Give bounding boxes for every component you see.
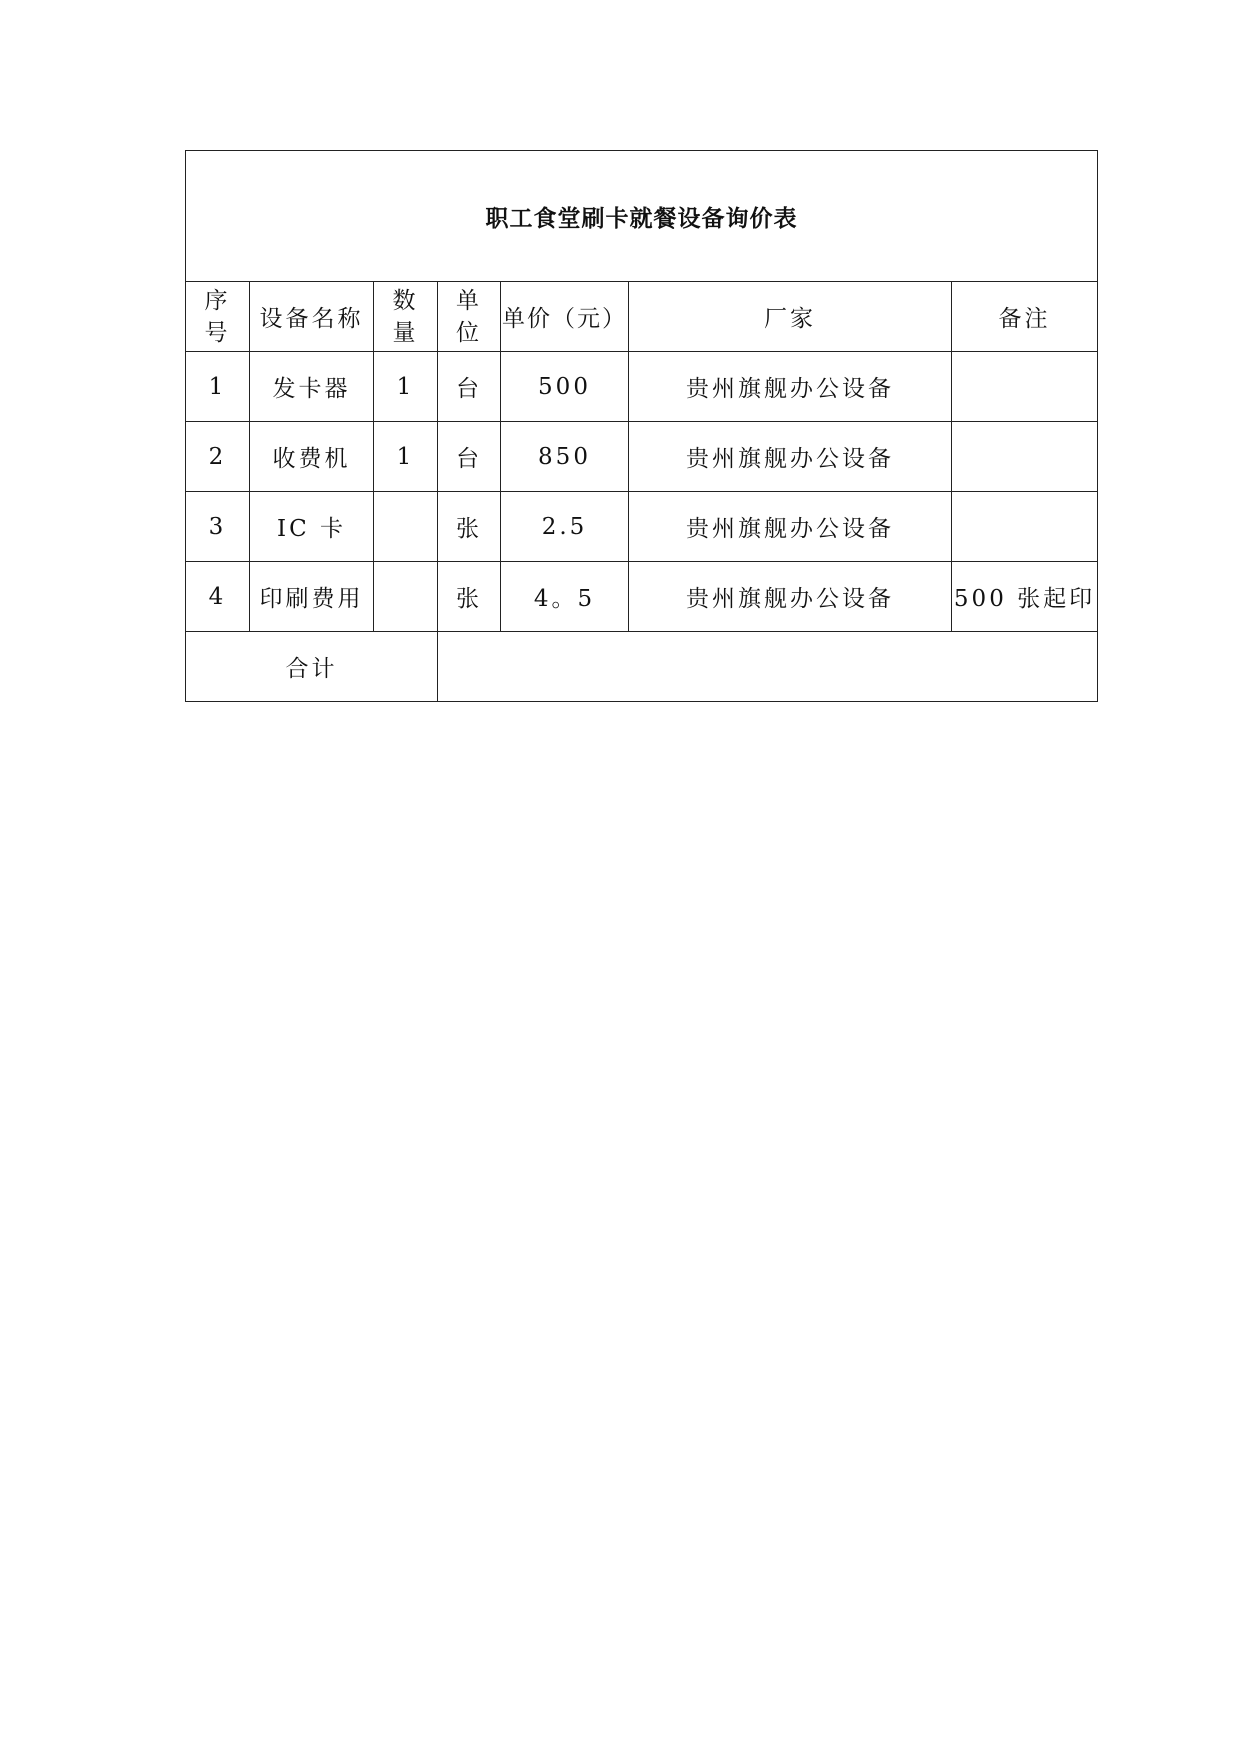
row-price: 850 xyxy=(501,422,629,492)
row-name: IC 卡 xyxy=(250,492,374,562)
row-seq: 4 xyxy=(186,562,250,632)
total-row xyxy=(186,632,1098,702)
row-price: 4。5 xyxy=(501,562,629,632)
header-name: 设备名称 xyxy=(250,282,374,352)
row-qty: 1 xyxy=(374,352,438,422)
header-unit-line2: 位 xyxy=(456,319,482,346)
header-seq-line1: 序 xyxy=(204,287,231,314)
inquiry-table xyxy=(185,150,1098,702)
row-name: 印刷费用 xyxy=(250,562,374,632)
row-unit: 台 xyxy=(438,422,501,492)
header-price: 单价（元） xyxy=(501,282,629,352)
header-qty-line2: 量 xyxy=(392,319,419,346)
total-value xyxy=(438,632,1098,702)
header-unit xyxy=(438,282,501,352)
row-vendor: 贵州旗舰办公设备 xyxy=(629,352,952,422)
row-name: 发卡器 xyxy=(250,352,374,422)
row-unit: 张 xyxy=(438,562,501,632)
row-note xyxy=(952,422,1098,492)
row-seq: 3 xyxy=(186,492,250,562)
header-unit-line1: 单 xyxy=(456,287,482,314)
row-note xyxy=(952,492,1098,562)
row-seq: 1 xyxy=(186,352,250,422)
header-seq xyxy=(186,282,250,352)
row-vendor: 贵州旗舰办公设备 xyxy=(629,492,952,562)
table-row xyxy=(186,562,1098,632)
row-qty: 1 xyxy=(374,422,438,492)
table-row xyxy=(186,352,1098,422)
row-unit: 台 xyxy=(438,352,501,422)
row-price: 500 xyxy=(501,352,629,422)
header-qty-line1: 数 xyxy=(392,287,419,314)
header-seq-line2: 号 xyxy=(204,319,231,346)
row-qty xyxy=(374,492,438,562)
row-vendor: 贵州旗舰办公设备 xyxy=(629,562,952,632)
header-vendor: 厂家 xyxy=(629,282,952,352)
table-row xyxy=(186,422,1098,492)
row-note xyxy=(952,352,1098,422)
header-note: 备注 xyxy=(952,282,1098,352)
row-unit: 张 xyxy=(438,492,501,562)
row-qty xyxy=(374,562,438,632)
header-qty xyxy=(374,282,438,352)
row-note: 500 张起印 xyxy=(952,562,1098,632)
table-title: 职工食堂刷卡就餐设备询价表 xyxy=(186,151,1098,282)
total-label: 合计 xyxy=(186,632,438,702)
row-vendor: 贵州旗舰办公设备 xyxy=(629,422,952,492)
header-row xyxy=(186,282,1098,352)
row-name: 收费机 xyxy=(250,422,374,492)
row-seq: 2 xyxy=(186,422,250,492)
row-price: 2.5 xyxy=(501,492,629,562)
table-row xyxy=(186,492,1098,562)
